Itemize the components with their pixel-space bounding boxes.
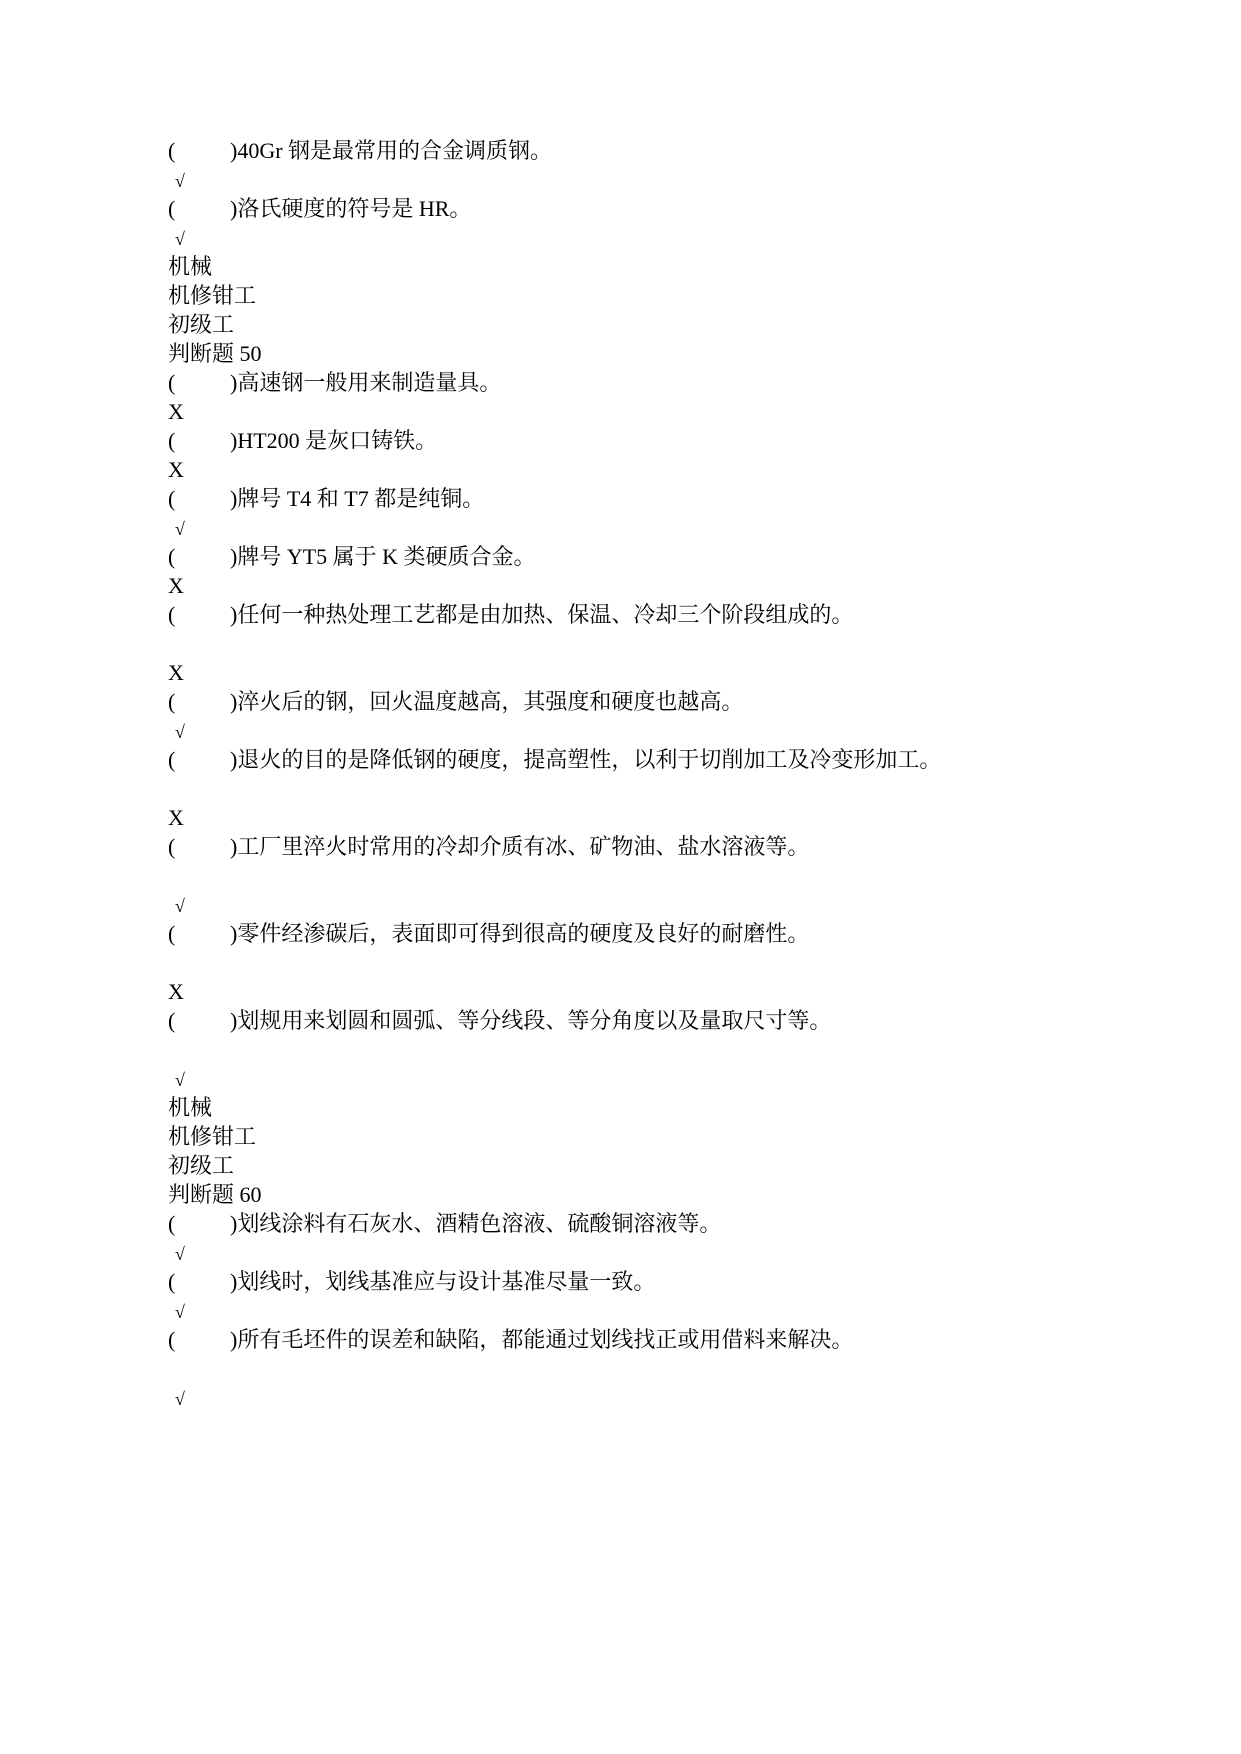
answer-row <box>168 658 1168 687</box>
question-open-paren: ( <box>168 544 176 569</box>
section-label: 判断题 50 <box>168 341 262 366</box>
question-open-paren: ( <box>168 602 176 627</box>
blank-line <box>168 629 1168 658</box>
trade-label: 机修钳工 <box>168 283 257 308</box>
question-row <box>168 194 1168 223</box>
question-open-paren: ( <box>168 921 176 946</box>
question-row <box>168 745 1168 774</box>
question-open-paren: ( <box>168 1008 176 1033</box>
question-row <box>168 1209 1168 1238</box>
question-text: )退火的目的是降低钢的硬度，提高塑性，以利于切削加工及冷变形加工。 <box>230 747 942 772</box>
question-open-paren: ( <box>168 834 176 859</box>
answer-mark: √ <box>175 1070 185 1090</box>
question-text: )HT200 是灰口铸铁。 <box>230 428 438 453</box>
question-text: )任何一种热处理工艺都是由加热、保温、冷却三个阶段组成的。 <box>230 602 854 627</box>
answer-row <box>168 977 1168 1006</box>
answer-row <box>168 1238 1168 1267</box>
question-open-paren: ( <box>168 196 176 221</box>
question-row <box>168 832 1168 861</box>
question-row <box>168 687 1168 716</box>
question-open-paren: ( <box>168 689 176 714</box>
answer-row <box>168 223 1168 252</box>
question-open-paren: ( <box>168 1211 176 1236</box>
answer-mark: √ <box>175 1244 185 1264</box>
trade-label: 机修钳工 <box>168 1124 257 1149</box>
question-open-paren: ( <box>168 1327 176 1352</box>
question-text: )零件经渗碳后，表面即可得到很高的硬度及良好的耐磨性。 <box>230 921 810 946</box>
answer-row <box>168 165 1168 194</box>
question-open-paren: ( <box>168 138 176 163</box>
answer-row <box>168 1296 1168 1325</box>
answer-mark: √ <box>175 519 185 539</box>
question-text: )所有毛坯件的误差和缺陷，都能通过划线找正或用借料来解决。 <box>230 1327 854 1352</box>
question-open-paren: ( <box>168 747 176 772</box>
question-text: )洛氏硬度的符号是 HR。 <box>230 196 472 221</box>
level-label: 初级工 <box>168 312 235 337</box>
question-row <box>168 136 1168 165</box>
section-label: 判断题 60 <box>168 1182 262 1207</box>
question-open-paren: ( <box>168 370 176 395</box>
level-label: 初级工 <box>168 1153 235 1178</box>
question-row <box>168 1267 1168 1296</box>
question-text: )牌号 YT5 属于 K 类硬质合金。 <box>230 544 536 569</box>
question-open-paren: ( <box>168 486 176 511</box>
answer-mark: X <box>168 573 184 598</box>
question-row <box>168 542 1168 571</box>
question-row <box>168 368 1168 397</box>
question-row <box>168 1006 1168 1035</box>
answer-mark: √ <box>175 171 185 191</box>
category-label: 机械 <box>168 1095 213 1120</box>
question-text: )高速钢一般用来制造量具。 <box>230 370 502 395</box>
question-open-paren: ( <box>168 1269 176 1294</box>
answer-row <box>168 716 1168 745</box>
question-row <box>168 919 1168 948</box>
blank-line <box>168 861 1168 890</box>
blank-line <box>168 948 1168 977</box>
answer-mark: X <box>168 660 184 685</box>
question-row <box>168 1325 1168 1354</box>
question-text: )划线涂料有石灰水、酒精色溶液、硫酸铜溶液等。 <box>230 1211 722 1236</box>
answer-row <box>168 1383 1168 1412</box>
blank-line <box>168 1354 1168 1383</box>
answer-mark: √ <box>175 229 185 249</box>
question-row <box>168 600 1168 629</box>
answer-row <box>168 455 1168 484</box>
question-open-paren: ( <box>168 428 176 453</box>
question-row <box>168 426 1168 455</box>
answer-mark: √ <box>175 896 185 916</box>
answer-row <box>168 803 1168 832</box>
document-body <box>168 136 1168 1412</box>
answer-mark: X <box>168 979 184 1004</box>
answer-mark: X <box>168 399 184 424</box>
answer-row <box>168 397 1168 426</box>
answer-mark: X <box>168 457 184 482</box>
answer-mark: √ <box>175 1389 185 1409</box>
question-text: )划规用来划圆和圆弧、等分线段、等分角度以及量取尺寸等。 <box>230 1008 832 1033</box>
answer-row <box>168 1064 1168 1093</box>
answer-mark: X <box>168 805 184 830</box>
question-text: )工厂里淬火时常用的冷却介质有冰、矿物油、盐水溶液等。 <box>230 834 810 859</box>
answer-mark: √ <box>175 1302 185 1322</box>
answer-mark: √ <box>175 722 185 742</box>
question-text: )淬火后的钢，回火温度越高，其强度和硬度也越高。 <box>230 689 744 714</box>
answer-row <box>168 513 1168 542</box>
blank-line <box>168 774 1168 803</box>
answer-row <box>168 571 1168 600</box>
answer-row <box>168 890 1168 919</box>
question-text: )划线时，划线基准应与设计基准尽量一致。 <box>230 1269 656 1294</box>
blank-line <box>168 1035 1168 1064</box>
question-row <box>168 484 1168 513</box>
question-text: )牌号 T4 和 T7 都是纯铜。 <box>230 486 485 511</box>
question-text: )40Gr 钢是最常用的合金调质钢。 <box>230 138 553 163</box>
category-label: 机械 <box>168 254 213 279</box>
